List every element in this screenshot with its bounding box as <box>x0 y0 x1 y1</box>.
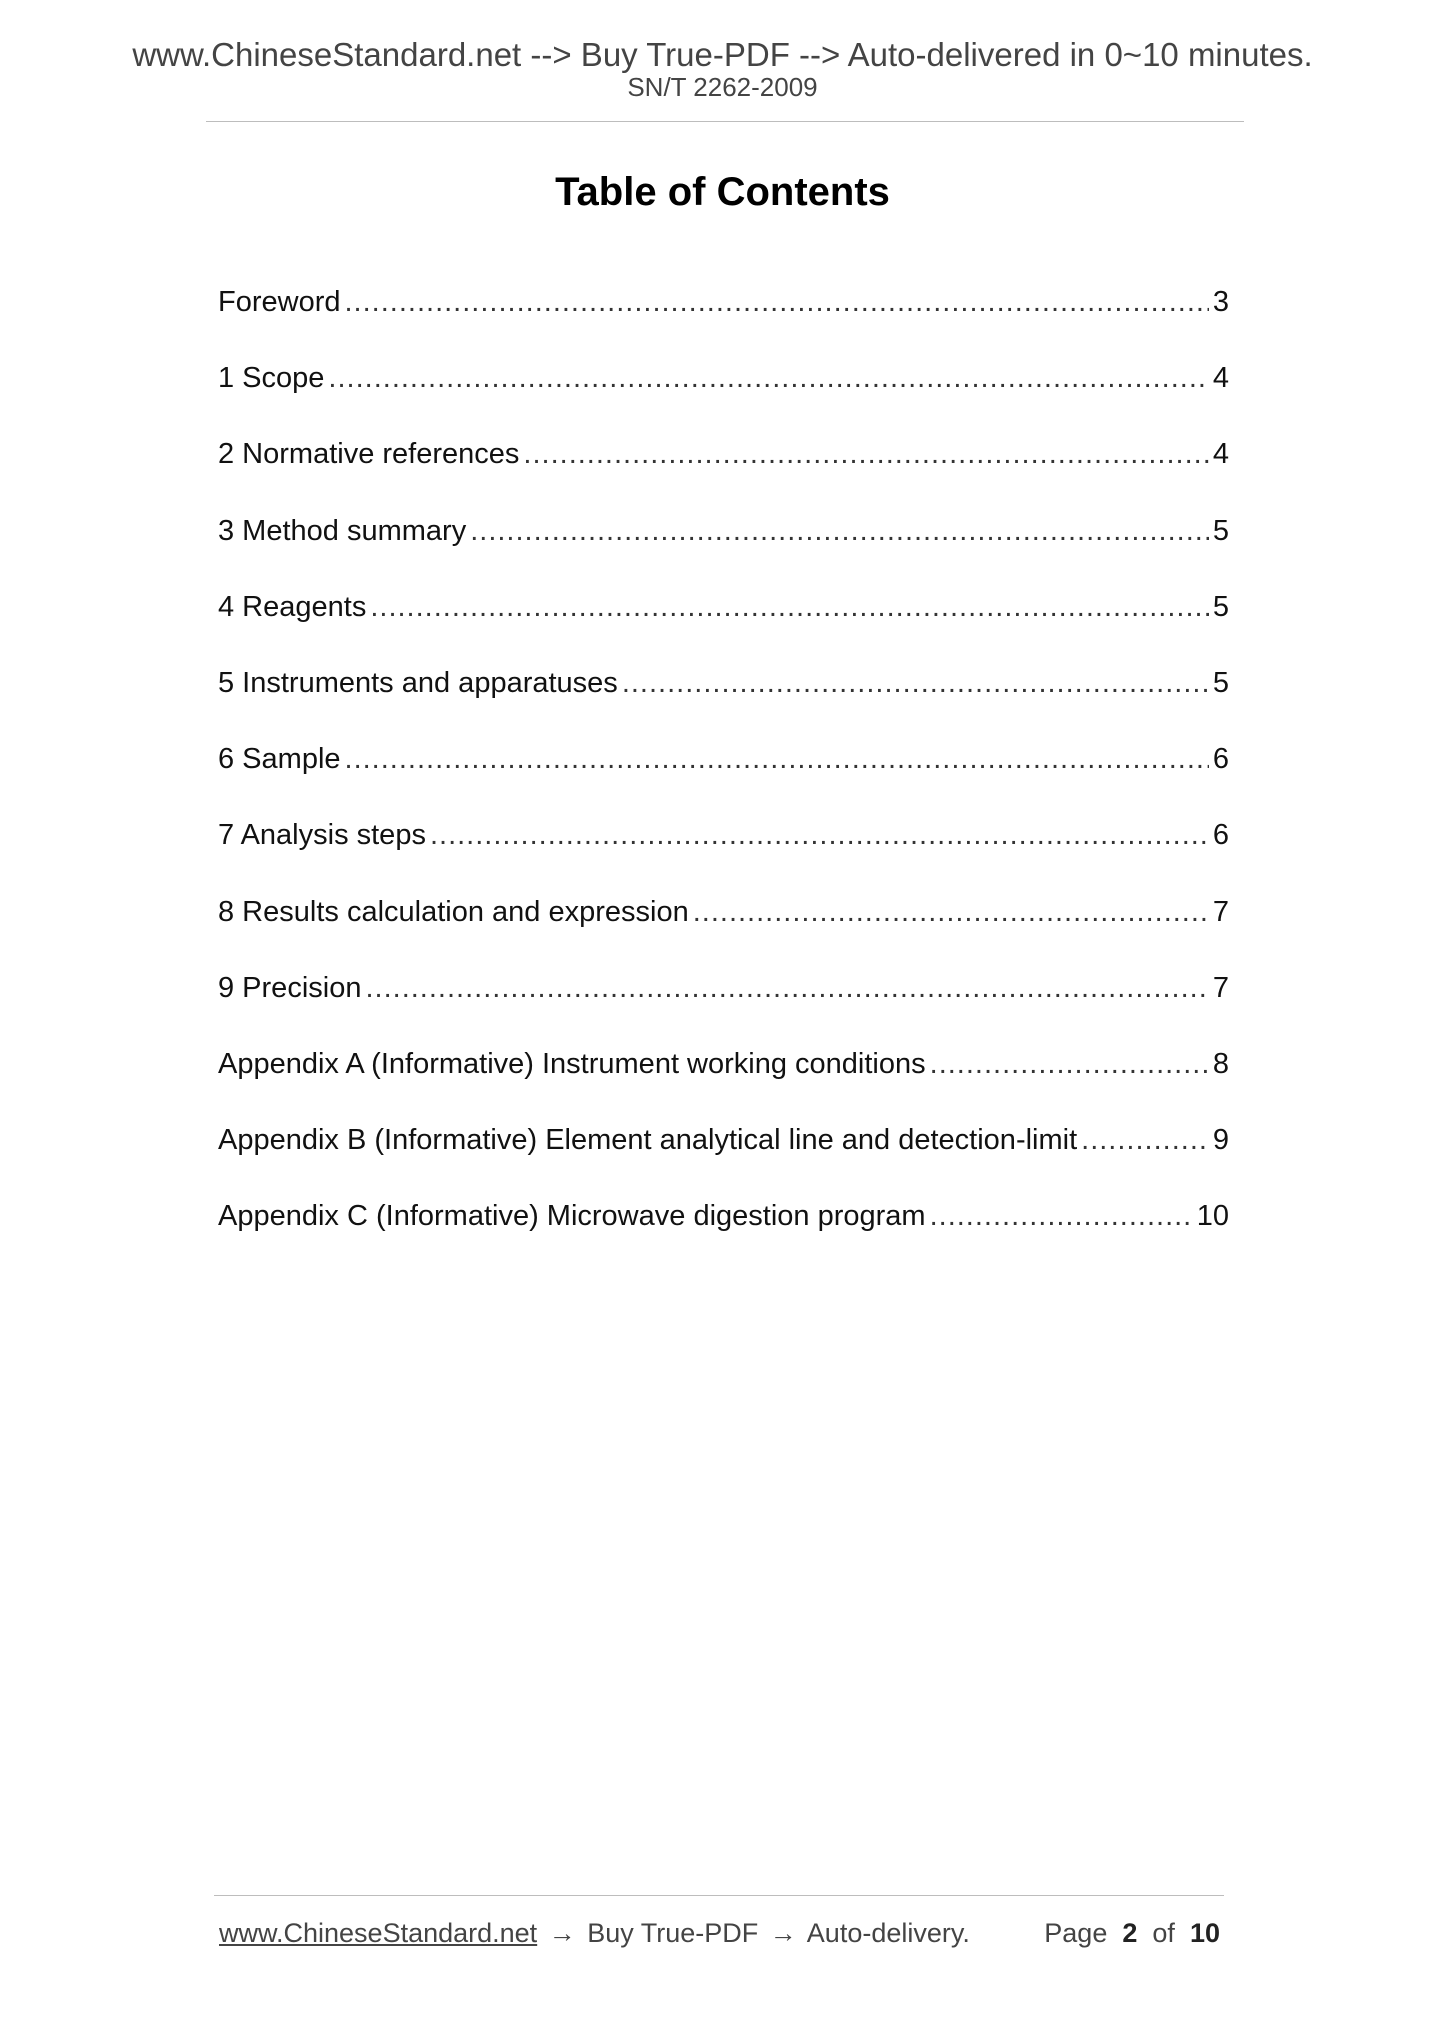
header-banner: www.ChineseStandard.net --> Buy True-PDF --> Auto-delivered in 0~10 minutes. <box>132 36 1313 73</box>
toc-entry-page: 6 <box>1212 819 1229 852</box>
toc-entry-label: 3 Method summary <box>218 514 467 547</box>
right-arrow-icon: → <box>769 1918 797 1948</box>
dot-leader <box>365 972 1208 1005</box>
toc-entry-label: 4 Reagents <box>218 590 367 623</box>
toc-entry-page: 9 <box>1212 1124 1229 1157</box>
toc-entry-label: 2 Normative references <box>218 438 520 471</box>
total-pages-number: 10 <box>1189 1918 1220 1948</box>
toc-entry-method-summary[interactable] <box>218 515 1229 591</box>
toc-entry-sample[interactable] <box>218 743 1229 819</box>
toc-entry-appendix-c[interactable] <box>218 1200 1229 1276</box>
header-divider <box>206 121 1244 122</box>
toc-entry-normative-references[interactable] <box>218 438 1229 514</box>
dot-leader <box>328 362 1208 395</box>
toc-entry-analysis-steps[interactable] <box>218 819 1229 895</box>
dot-leader <box>622 667 1209 700</box>
page-indicator <box>1044 1917 1220 1949</box>
toc-entry-appendix-b[interactable] <box>218 1124 1229 1200</box>
toc-entry-foreword[interactable] <box>218 286 1229 362</box>
toc-entry-page: 7 <box>1212 895 1229 928</box>
standard-code: SN/T 2262-2009 <box>627 72 818 102</box>
toc-entry-page: 5 <box>1212 514 1229 547</box>
toc-entry-label: 1 Scope <box>218 362 325 395</box>
dot-leader <box>930 1200 1193 1233</box>
dot-leader <box>345 743 1209 776</box>
toc-entry-scope[interactable] <box>218 362 1229 438</box>
toc-entry-page: 4 <box>1212 438 1229 471</box>
dot-leader <box>370 591 1209 624</box>
toc-entry-instruments[interactable] <box>218 667 1229 743</box>
dot-leader <box>430 819 1209 852</box>
toc-title: Table of Contents <box>555 170 890 214</box>
page-word: Page <box>1044 1918 1108 1948</box>
toc-entry-reagents[interactable] <box>218 591 1229 667</box>
toc-entry-page: 10 <box>1196 1200 1229 1233</box>
toc-entry-label: 5 Instruments and apparatuses <box>218 666 618 699</box>
footer-promo <box>219 1917 970 1949</box>
of-word: of <box>1152 1918 1175 1948</box>
dot-leader <box>693 896 1209 929</box>
dot-leader <box>1081 1124 1209 1157</box>
footer-delivery-text: Auto-delivery. <box>806 1918 970 1948</box>
toc-entry-page: 4 <box>1212 362 1229 395</box>
toc-entry-label: 9 Precision <box>218 971 362 1004</box>
footer-divider <box>214 1895 1224 1896</box>
right-arrow-icon: → <box>548 1918 576 1948</box>
toc-entry-label: Appendix C (Informative) Microwave digestion program <box>218 1200 926 1233</box>
toc-entry-appendix-a[interactable] <box>218 1048 1229 1124</box>
toc-entry-results-calculation[interactable] <box>218 896 1229 972</box>
dot-leader <box>523 438 1208 471</box>
toc-entry-label: 6 Sample <box>218 743 341 776</box>
toc-entry-label: 7 Analysis steps <box>218 819 426 852</box>
current-page-number: 2 <box>1122 1918 1138 1948</box>
dot-leader <box>345 286 1209 319</box>
footer-site-link[interactable]: www.ChineseStandard.net <box>219 1918 538 1948</box>
toc-list <box>218 286 1229 1276</box>
toc-entry-label: Appendix A (Informative) Instrument working conditions <box>218 1047 926 1080</box>
toc-entry-precision[interactable] <box>218 972 1229 1048</box>
toc-entry-page: 5 <box>1212 590 1229 623</box>
toc-entry-page: 5 <box>1212 666 1229 699</box>
toc-entry-page: 7 <box>1212 971 1229 1004</box>
toc-entry-page: 8 <box>1212 1047 1229 1080</box>
dot-leader <box>470 515 1209 548</box>
footer-buy-text: Buy True-PDF <box>587 1918 759 1948</box>
toc-entry-page: 6 <box>1212 743 1229 776</box>
toc-entry-label: Foreword <box>218 286 341 318</box>
toc-entry-label: Appendix B (Informative) Element analytical line and detection-limit <box>218 1124 1078 1157</box>
toc-entry-page: 3 <box>1212 286 1229 318</box>
dot-leader <box>930 1048 1209 1081</box>
toc-entry-label: 8 Results calculation and expression <box>218 895 689 928</box>
